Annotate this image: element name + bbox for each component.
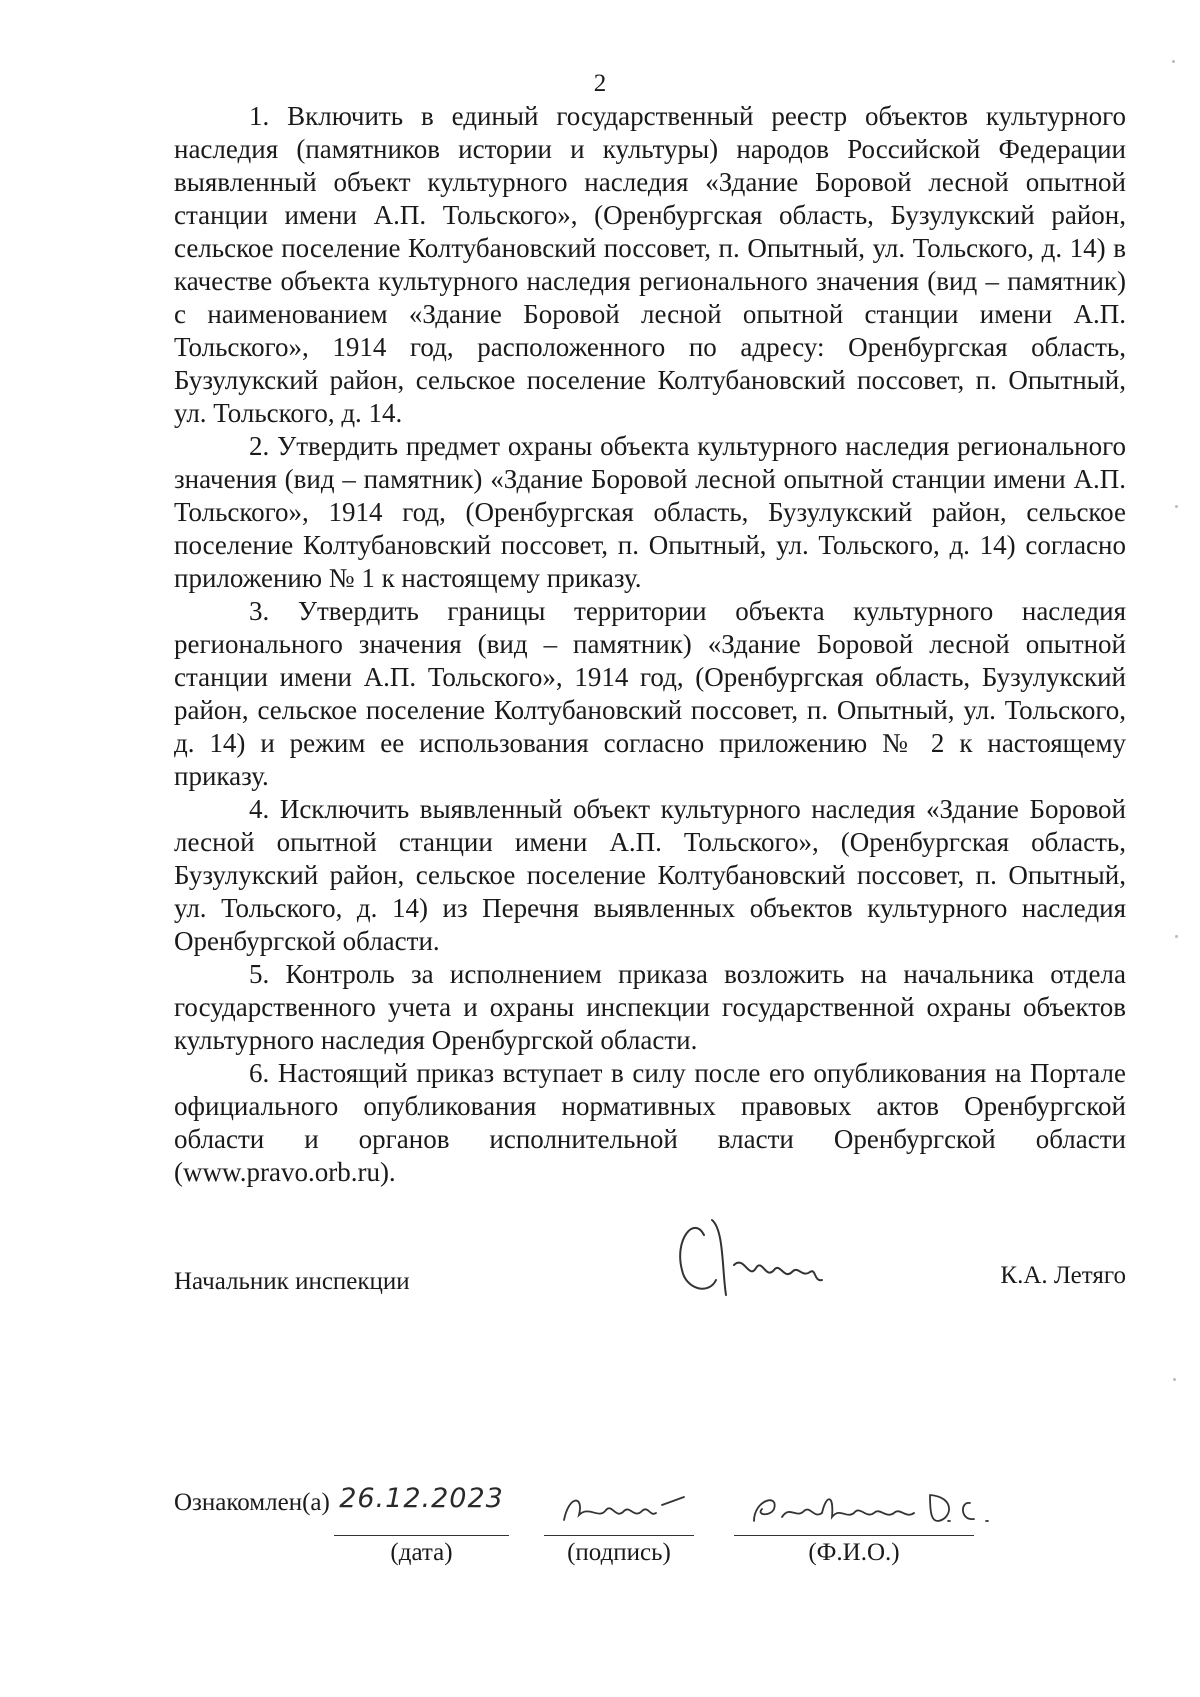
signature-field — [544, 1475, 694, 1536]
paragraph-5: 5. Контроль за исполнением приказа возложить на начальника отдела государственного учета и охраны инспекции государственной охраны объектов культурного наследия Оренбургской области. — [174, 959, 1126, 1055]
paragraph-3: 3. Утвердить границы территории объекта культурного наследия регионального значения (вид – памятник) «Здание Боровой лесной опытной станции имени А.П. Тольского», 1914 год, (Оренбургская область, Бузулукский район, сельское поселение Колтубановский поссовет, п. Опытный, ул. Тольского, д. 14) и режим ее использования согласно приложению № 2 к настоящему приказу. — [174, 596, 1126, 791]
fio-field — [734, 1475, 974, 1536]
date-caption: (дата) — [390, 1539, 453, 1566]
paragraph-6: 6. Настоящий приказ вступает в силу после его опубликования на Портале официального опубликования нормативных правовых актов Оренбургской области и органов исполнительной власти Оренбургской области (www.pravo.orb.ru). — [174, 1058, 1126, 1187]
fio-caption: (Ф.И.О.) — [808, 1539, 900, 1566]
paragraph-1: 1. Включить в единый государственный реестр объектов культурного наследия (памятников истории и культуры) народов Российской Федерации выявленный объект культурного наследия «Здание Боровой лесной опытной станции имени А.П. Тольского», (Оренбургская область, Бузулукский район, сельское поселение Колтубановский поссовет, п. Опытный, ул. Тольского, д. 14) в качестве объекта культурного наследия регионального значения (вид – памятник) с наименованием «Здание Боровой лесной опытной станции имени А.П. Тольского», 1914 год, расположенного по адресу: Оренбургская область, Бузулукский район, сельское поселение Колтубановский поссовет, п. Опытный, ул. Тольского, д. 14. — [174, 101, 1126, 428]
scan-speck — [1175, 935, 1178, 938]
page-number: 2 — [593, 70, 607, 97]
handwritten-signature — [664, 1210, 864, 1310]
signatory-name: К.А. Летяго — [1000, 1262, 1126, 1289]
signature-caption: (подпись) — [567, 1539, 671, 1566]
scan-speck — [1175, 505, 1178, 508]
handwritten-date: 26.12.2023 — [339, 1483, 504, 1514]
handwritten-fio — [734, 1475, 1024, 1535]
acknowledgement-block — [174, 1475, 1126, 1575]
paragraph-4: 4. Исключить выявленный объект культурного наследия «Здание Боровой лесной опытной станции имени А.П. Тольского», (Оренбургская область, Бузулукский район, сельское поселение Колтубановский поссовет, п. Опытный, ул. Тольского, д. 14) из Перечня выявленных объектов культурного наследия Оренбургской области. — [174, 794, 1126, 956]
scan-speck — [1173, 1378, 1176, 1381]
paragraph-2: 2. Утвердить предмет охраны объекта культурного наследия регионального значения (вид – памятник) «Здание Боровой лесной опытной станции имени А.П. Тольского», 1914 год, (Оренбургская область, Бузулукский район, сельское поселение Колтубановский поссовет, п. Опытный, ул. Тольского, д. 14) согласно приложению № 1 к настоящему приказу. — [174, 431, 1126, 593]
signatory-position: Начальник инспекции — [174, 1268, 410, 1295]
order-body — [174, 100, 1126, 1189]
signature-block — [174, 1240, 1126, 1320]
date-field — [334, 1475, 509, 1536]
employee-signature — [544, 1475, 694, 1535]
acknowledged-label: Ознакомлен(а) — [174, 1489, 330, 1516]
scan-speck — [1172, 60, 1175, 63]
